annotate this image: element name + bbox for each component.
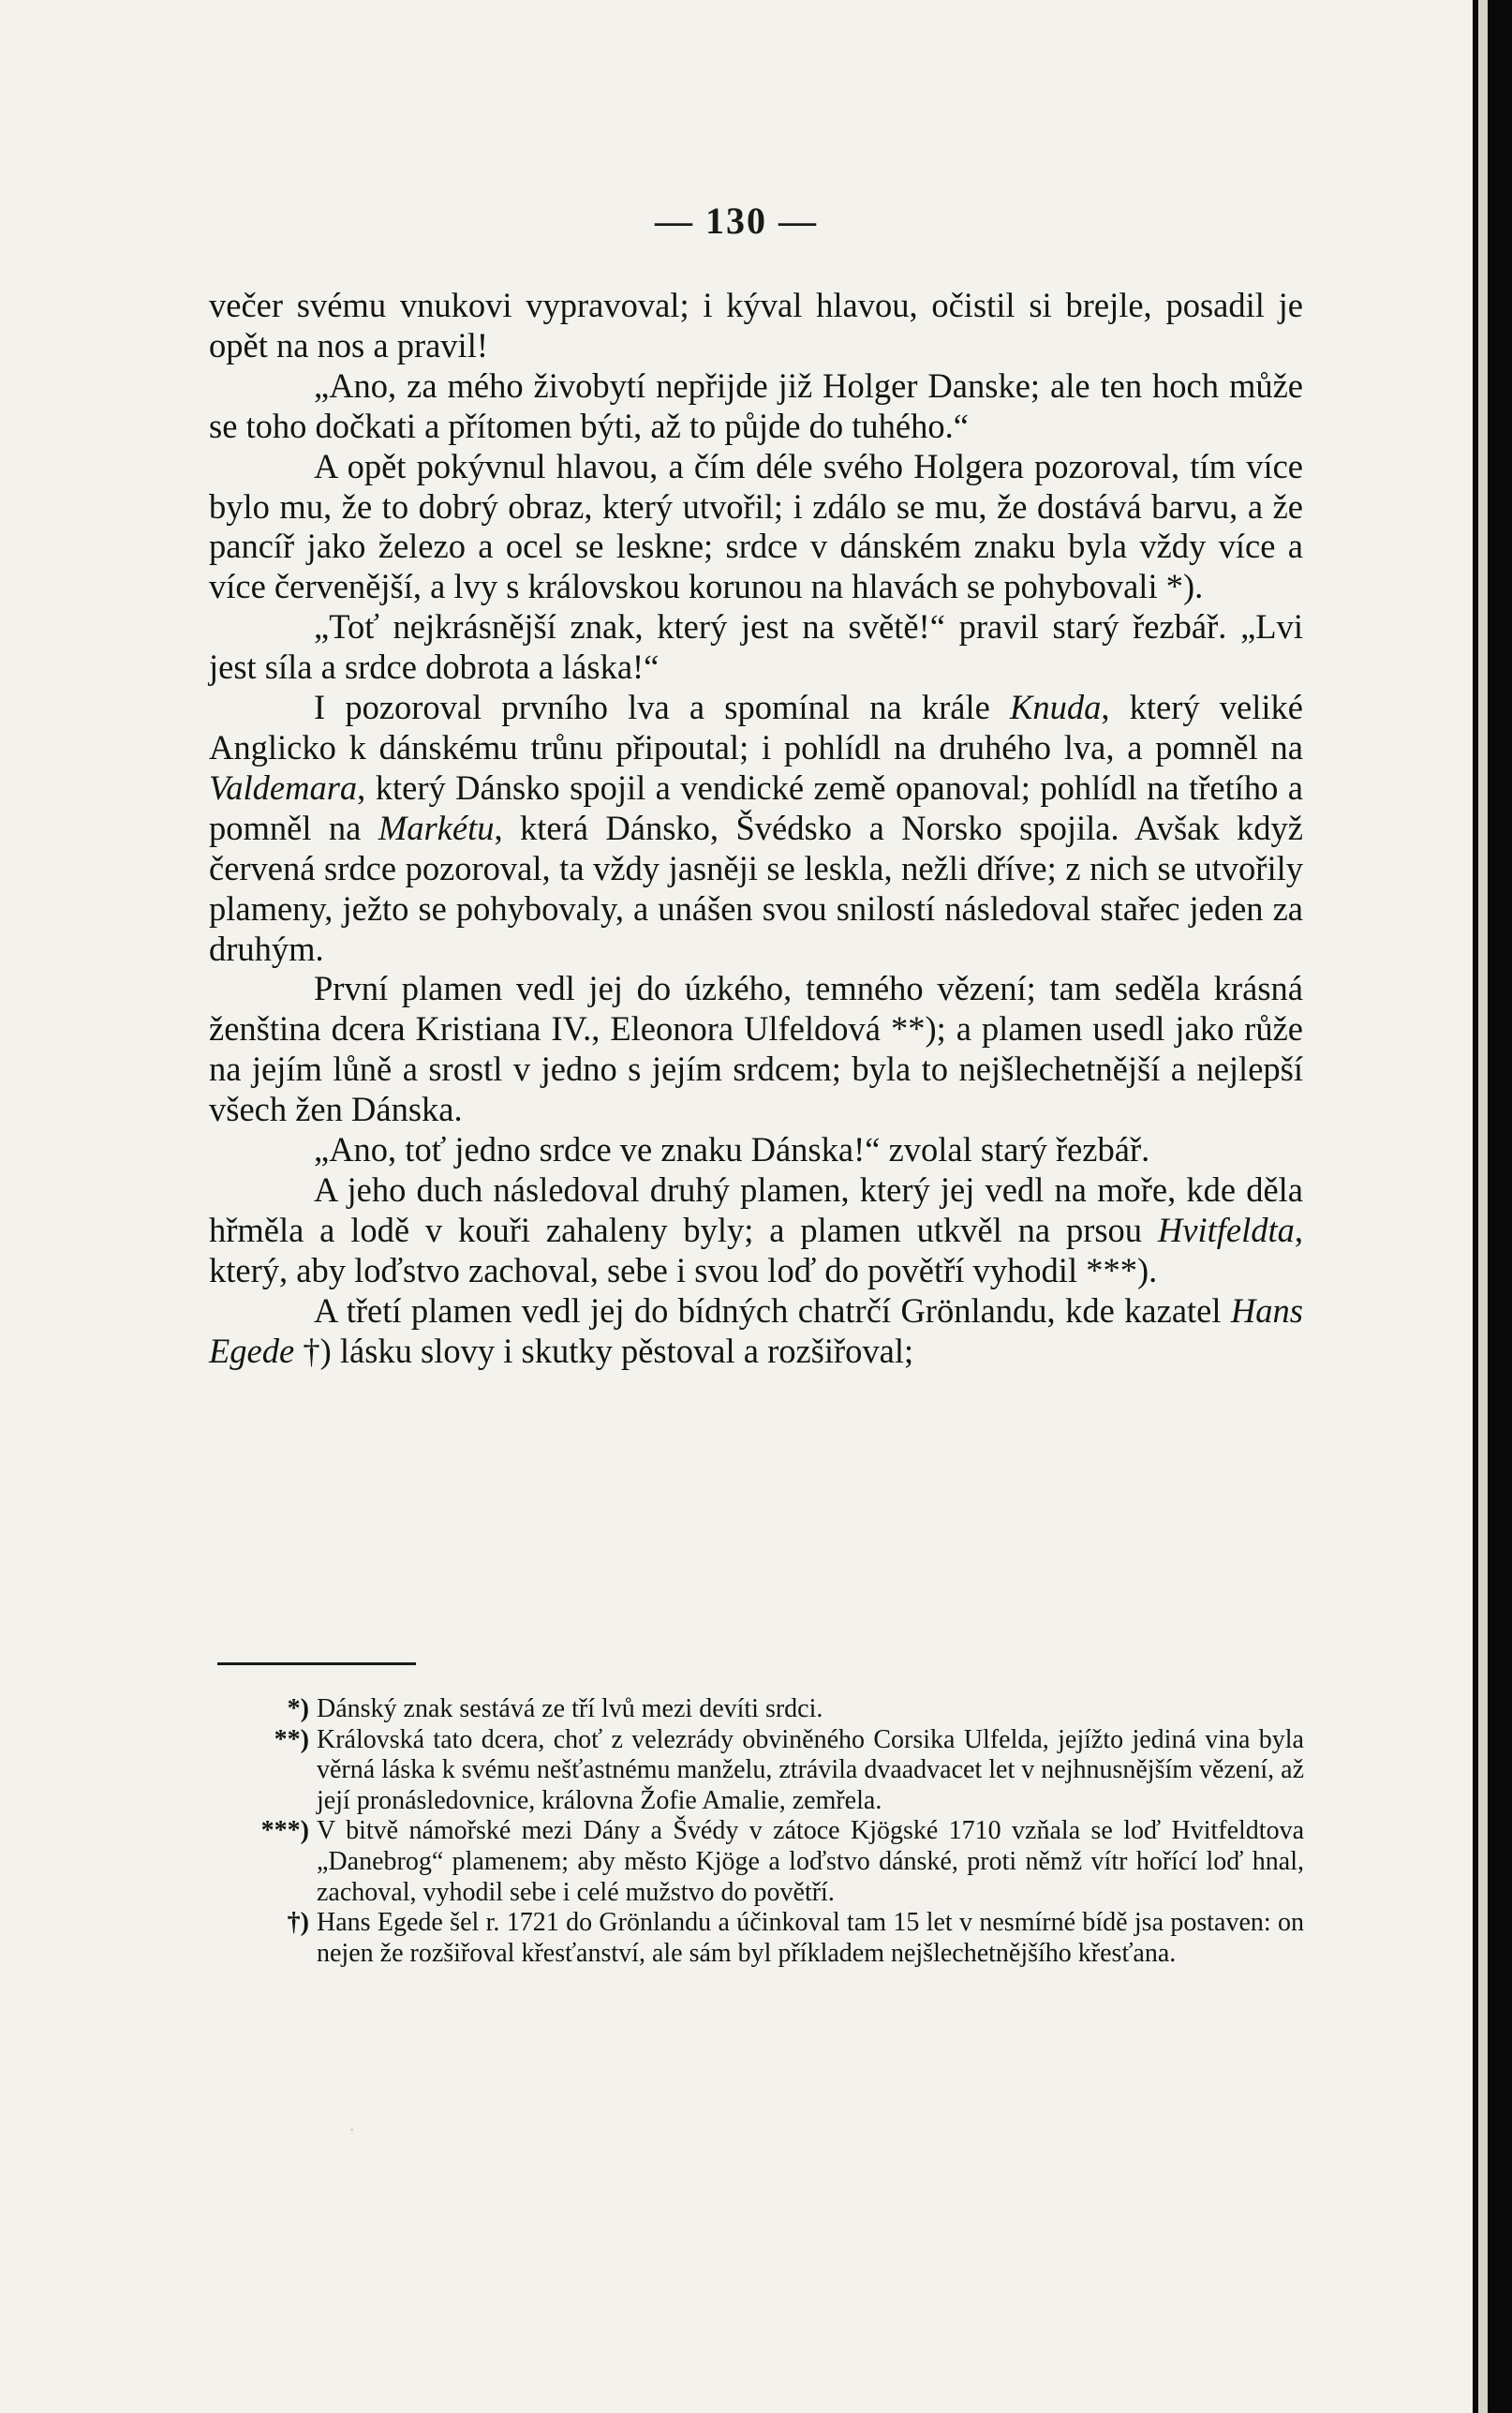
footnote — [245, 1816, 1304, 1908]
text-run: , který, aby loďstvo zachoval, sebe i svou loď do povětří vyhodil ***). — [209, 1210, 1303, 1289]
paragraph — [209, 1170, 1303, 1291]
text-run: , která Dánsko, Švédsko a Norsko spojila. Avšak když červená srdce pozoroval, ta vždy jasněji se leskla, nežli dříve; z nich se utvořily plameny, ježto se pohybovaly, a unášen svou snilostí následoval stařec jeden za druhým. — [209, 808, 1303, 968]
footnote-text: Dánský znak sestává ze tří lvů mezi devíti srdci. — [317, 1694, 823, 1723]
text-run: „Ano, toť jedno srdce ve znaku Dánska!“ zvolal starý řezbář. — [314, 1130, 1150, 1169]
footnote-mark: **) — [274, 1724, 309, 1754]
footnotes — [245, 1694, 1304, 1969]
paragraph — [209, 688, 1303, 969]
italic-name: Knuda — [1010, 688, 1102, 727]
text-run: „Ano, za mého živobytí nepřijde již Holger Danske; ale ten hoch může se toho dočkati a přítomen býti, až to půjde do tuhého.“ — [209, 365, 1303, 445]
text-run: A třetí plamen vedl jej do bídných chatrčí Grönlandu, kde kazatel — [314, 1290, 1231, 1330]
text-run: A opět pokývnul hlavou, a čím déle svého Holgera pozoroval, tím více bylo mu, že to dobrý obraz, který utvořil; i zdálo se mu, že dostává barvu, a že pancíř jako železo a ocel se leskne; srdce v dánském znaku byla vždy více a více červenější, a lvy s královskou korunou na hlavách se pohybovali *). — [209, 446, 1303, 606]
footnote-text: V bitvě námořské mezi Dány a Švédy v zátoce Kjögské 1710 vzňala se loď Hvitfeldtova „Danebrog“ plamenem; aby město Kjöge a loďstvo dánské, proti němž vítr hořící loď hnal, zachoval, vyhodil sebe i celé mužstvo do povětří. — [317, 1816, 1304, 1907]
paragraph — [209, 607, 1303, 688]
italic-name: Markétu — [378, 808, 495, 847]
footnote — [245, 1725, 1304, 1817]
paragraph — [209, 447, 1303, 608]
text-run: , který veliké Anglicko k dánskému trůnu připoutal; i pohlídl na druhého lva, a pomněl na — [209, 688, 1303, 767]
footnote — [245, 1694, 1304, 1725]
footnote-text: Hans Egede šel r. 1721 do Grönlandu a účinkoval tam 15 let v nesmírné bídě jsa postaven: on nejen že rozšiřoval křesťanství, ale sám byl příkladem nejšlechetnějšího křesťana. — [317, 1908, 1304, 1968]
text-run: První plamen vedl jej do úzkého, temného vězení; tam seděla krásná ženština dcera Kristiana IV., Eleonora Ulfeldová **); a plamen usedl jako růže na jejím lůně a srostl v jedno s jejím srdcem; byla to nejšlechetnější a nejlepší všech žen Dánska. — [209, 969, 1303, 1129]
footnote-mark: ***) — [260, 1816, 309, 1846]
text-run: , který Dánsko spojil a vendické země opanoval; pohlídl na třetího a pomněl na — [209, 767, 1303, 847]
italic-name: Hvitfeldta — [1157, 1210, 1295, 1249]
footnote-divider — [217, 1662, 416, 1665]
footnote-mark: *) — [287, 1694, 309, 1723]
text-run: „Toť nejkrásnější znak, který jest na světě!“ pravil starý řezbář. „Lvi jest síla a srdce dobrota a láska!“ — [209, 607, 1303, 687]
footnote-text: Královská tato dcera, choť z velezrády obviněného Corsika Ulfelda, jejížto jediná vina byla věrná láska k svému nešťastnému manželu, ztrávila dvaadvacet let v nejhnusnějším vězení, až její pronásledovnice, královna Žofie Amalie, zemřela. — [317, 1724, 1304, 1815]
footnote-mark: †) — [287, 1908, 309, 1938]
text-run: A jeho duch následoval druhý plamen, který jej vedl na moře, kde děla hřměla a lodě v kouři zahaleny byly; a plamen utkvěl na prsou — [209, 1169, 1303, 1249]
paragraph — [209, 286, 1303, 366]
page-edge — [1478, 0, 1488, 2413]
text-run: †) lásku slovy i skutky pěstoval a rozšiřoval; — [294, 1331, 914, 1370]
text-run: večer svému vnukovi vypravoval; i kýval hlavou, očistil si brejle, posadil je opět na nos a pravil! — [209, 286, 1303, 365]
italic-name: Valdemara — [209, 767, 358, 807]
paragraph — [209, 1130, 1303, 1170]
page-number: — 130 — — [655, 200, 818, 242]
paper-speck: · — [348, 2118, 356, 2141]
italic-name: Hans Egede — [209, 1290, 1303, 1370]
paragraph — [209, 1291, 1303, 1372]
footnote — [245, 1908, 1304, 1969]
body-text — [209, 286, 1303, 1371]
paragraph — [209, 366, 1303, 447]
text-run: I pozoroval prvního lva a spomínal na krále — [314, 688, 1010, 727]
paragraph — [209, 969, 1303, 1130]
